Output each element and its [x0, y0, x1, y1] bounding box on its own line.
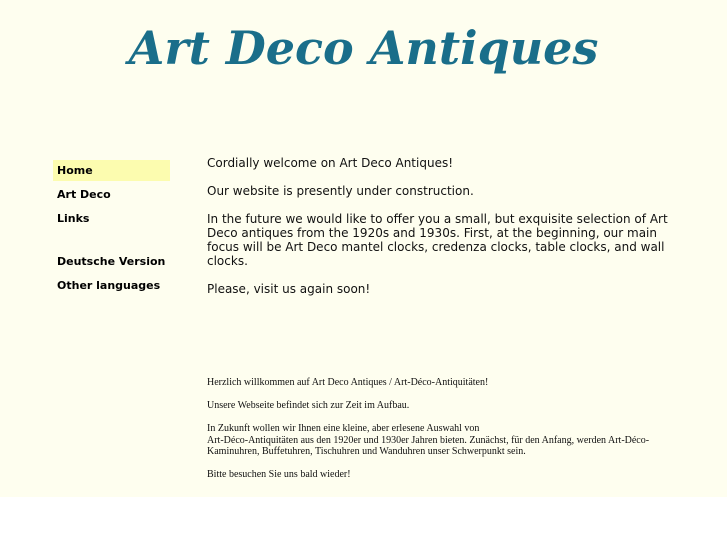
nav-spacer	[53, 232, 170, 251]
nav-item-other-languages[interactable]: Other languages	[57, 279, 161, 292]
german-content	[207, 377, 677, 492]
construction-text-de: Unsere Webseite befindet sich zur Zeit im Aufbau.	[207, 400, 410, 411]
nav-item-art-deco[interactable]: Art Deco	[57, 188, 111, 201]
nav-item-links[interactable]: Links	[57, 212, 90, 225]
welcome-text-de: Herzlich willkommen auf Art Deco Antiques / Art-Déco-Antiquitäten!	[207, 377, 489, 388]
future-text-en: In the future we would like to offer you a small, but exquisite selection of Art Deco antiques from the 1920s and 1930s. First, at the beginning, our main focus will be Art Deco mantel clocks, credenza clocks, table clocks, and wall clocks.	[207, 212, 668, 268]
future-text-de-line2: Art-Déco-Antiquitäten aus den 1920er und 1930er Jahren bieten. Zunächst, für den Anfang, werden Art-Déco-Kaminuhren, Buffetuhren, Tischuhren und Wanduhren unser Schwerpunkt sein.	[207, 434, 650, 457]
future-text-de	[207, 423, 677, 458]
future-text-de-line1: In Zukunft wollen wir Ihnen eine kleine, aber erlesene Auswahl von	[207, 423, 480, 434]
site-logo[interactable]: Art Deco Antiques	[128, 21, 599, 75]
sidebar-nav	[53, 160, 170, 299]
welcome-text-en: Cordially welcome on Art Deco Antiques!	[207, 156, 454, 170]
construction-text-en: Our website is presently under construction.	[207, 184, 474, 198]
nav-item-deutsche-version[interactable]: Deutsche Version	[57, 255, 166, 268]
nav-item-home[interactable]: Home	[53, 160, 170, 181]
english-content	[207, 156, 677, 310]
visit-again-text-en: Please, visit us again soon!	[207, 282, 371, 296]
visit-again-text-de: Bitte besuchen Sie uns bald wieder!	[207, 469, 351, 480]
